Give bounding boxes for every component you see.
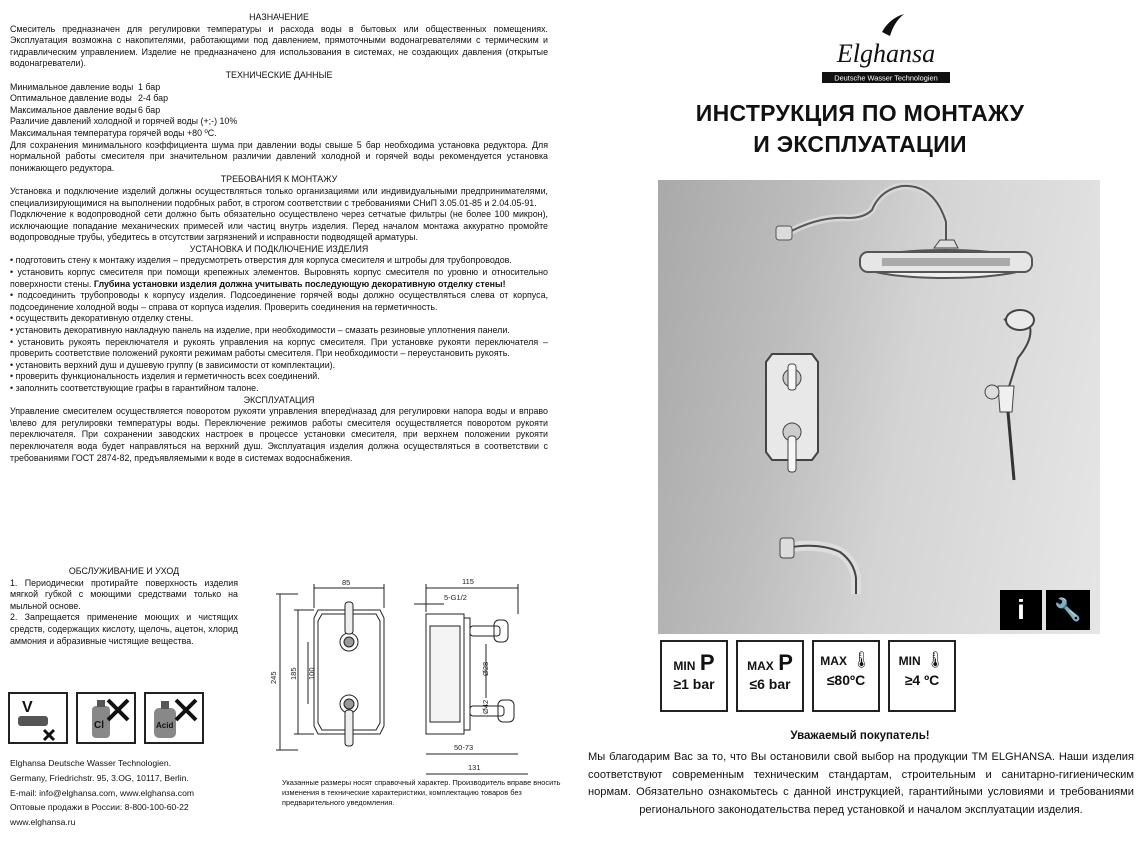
- usage-text: Управление смесителем осуществляется поворотом рукояти управления вперед\назад для регулировки напора воды и вправо \влево для регулировки температуры воды. Переключение режимов работы смесителя осуществляется поворотом рукояти переключателя. При сохранении заводских настроек в процессе установки смесителя, при верхнем положении рукояти переключателя вода будет направляться на верхний душ. Эксплуатация изделия должна осуществляться в соответствии с требованиями ГОСТ 2874-82, предъявляемыми к воде в системах водоснабжения.: [10, 406, 548, 463]
- spec-row: Оптимальное давление воды 2-4 бар: [10, 93, 169, 104]
- technical-drawing: [258, 574, 558, 784]
- thermometer-icon: 🌡: [925, 652, 946, 669]
- product-photo: [658, 180, 1100, 634]
- svg-text:50-73: 50-73: [454, 743, 474, 752]
- install-heading: УСТАНОВКА И ПОДКЛЮЧЕНИЕ ИЗДЕЛИЯ: [189, 243, 369, 254]
- website: www.elghansa.ru: [10, 817, 76, 828]
- svg-text:85: 85: [342, 578, 351, 587]
- drawing-note: Указанные размеры носят справочный характер. Производитель вправе вносить изменения в технические характеристики, комплектацию товаров без предварительного уведомления.: [282, 778, 561, 807]
- svg-text:Ø28: Ø28: [481, 661, 490, 676]
- svg-text:Ø42: Ø42: [481, 699, 490, 714]
- install-step: • установить корпус смесителя при помощи крепежных элементов. Выровнять корпус смесителя по уровню и относительно поверхности стены. Глубина установки изделия должна учитывать последующую декоративную отделку стены!: [10, 267, 548, 289]
- wrench-icon: 🔧: [1046, 590, 1090, 630]
- max-pressure-badge: MAX P ≤6 bar: [736, 640, 804, 712]
- spec-row: Различие давлений холодной и горячей воды (+;-) 10%: [10, 116, 238, 127]
- svg-text:Acid: Acid: [156, 721, 174, 730]
- address: Germany, Friedrichstr. 95, 3.OG, 10117, Berlin.: [10, 772, 189, 783]
- install-step: • установить рукоять переключателя и рукоять управления на корпус смесителя. При установке рукояти переключателя – проверить соответствие положений рукояти режимам работы смесителя. При необходимости – переустановить рукоять.: [10, 336, 548, 359]
- svg-text:V: V: [22, 699, 33, 716]
- tech-heading: ТЕХНИЧЕСКИЕ ДАННЫЕ: [225, 69, 333, 80]
- svg-text:Deutsche Wasser Technologien: Deutsche Wasser Technologien: [834, 73, 938, 83]
- install-step: • подготовить стену к монтажу изделия – предусмотреть отверстия для корпуса смесителя и штробы для трубопроводов.: [10, 255, 512, 266]
- install-step: • установить декоративную накладную панель на изделие, при необходимости – смазать резиновые уплотнения панели.: [10, 325, 510, 336]
- usage-heading: ЭКСПЛУАТАЦИЯ: [243, 394, 315, 405]
- purpose-text: Смеситель предназначен для регулировки температуры и расхода воды в бытовых или общественных помещениях. Эксплуатация возможна с накопителями, работающими под давлением, прямоточными водонагревателями с термическим и гидравлическим управлением. Изделие не предназначено для использования в системах, не создающих давления (открытые водонагреватели).: [10, 23, 548, 69]
- info-icon: i: [1000, 590, 1042, 630]
- svg-text:245: 245: [269, 671, 278, 684]
- acid-forbidden-icon: [144, 692, 204, 744]
- page-title: ИНСТРУКЦИЯ ПО МОНТАЖУ И ЭКСПЛУАТАЦИИ: [695, 100, 1025, 157]
- install-step: • заполнить соответствующие графы в гарантийном талоне.: [10, 383, 259, 393]
- svg-text:5-G1/2: 5-G1/2: [444, 593, 467, 602]
- phone: Оптовые продажи в России: 8-800-100-60-22: [10, 802, 189, 813]
- care-item: 1. Периодически протирайте поверхность изделия мягкой губкой с моющими средствами только на мыльной основе.: [10, 577, 238, 611]
- mount-req-p2: Подключение к водопроводной сети должно быть обязательно осуществлено через сетчатые фильтры (не более 100 микрон), исключающие попадание механических примесей или частиц внутрь изделия. Перед началом монтажа аккуратно промойте водопроводные трубы, убедитесь в отсутствии загрязнений и исправности подводящей арматуры.: [10, 209, 548, 243]
- company-name: Elghansa Deutsche Wasser Technologien.: [10, 758, 171, 768]
- care-icons: [8, 692, 204, 744]
- spec-badges: [660, 640, 1100, 718]
- email: E-mail: info@elghansa.com, www.elghansa.com: [10, 787, 195, 798]
- spec-row: Минимальное давление воды 1 бар: [10, 81, 161, 92]
- install-step: • осуществить декоративную отделку стены.: [10, 313, 194, 324]
- text-column: [10, 12, 548, 464]
- sponge-icon: [8, 692, 68, 744]
- install-step: • проверить функциональность изделия и герметичность всех соединений.: [10, 371, 320, 382]
- max-temperature-badge: MAX 🌡 ≤80ºC: [812, 640, 880, 712]
- svg-text:100: 100: [307, 667, 316, 680]
- spec-row: Максимальная температура горячей воды +80 ºС.: [10, 127, 217, 138]
- care-item: 2. Запрещается применение моющих и чистящих средств, содержащих кислоту, щелочь, ацетон, хлорид аммония и абразивные чистящие вещества.: [10, 612, 238, 646]
- svg-text:185: 185: [289, 667, 298, 680]
- chlorine-forbidden-icon: [76, 692, 136, 744]
- tech-note: Для сохранения минимального коэффициента шума при давлении воды свыше 5 бар необходима установка редуктора. Для нормальной работы смесителя при значительном различии давлений холодной и горячей воды рекомендуется установка понижающего редуктора.: [10, 139, 548, 173]
- install-step: • установить верхний душ и душевую группу (в зависимости от комплектации).: [10, 359, 336, 370]
- care-section: [10, 566, 238, 647]
- svg-text:Elghansa: Elghansa: [836, 39, 936, 68]
- right-page: [580, 0, 1140, 844]
- greeting-text: Мы благодарим Вас за то, что Вы остановили свой выбор на продукции ТМ ELGHANSA. Наши изделия соответствуют современным техническим стандартам, строительным и санитарно-гигиеническим нормам. Обязательно ознакомьтесь с данной инструкцией, гарантийными условиями и требованиями регионального законодательства перед установкой и началом эксплуатации изделия.: [588, 751, 1134, 816]
- mount-req-p1: Установка и подключение изделий должны осуществляться только организациями или индивидуальными предпринимателями, специализирующимися на выполнении подобных работ, в строгом соответствии с требованиями СНиП 3.05.01-85 и 2.04.05-91.: [10, 185, 548, 208]
- care-heading: ОБСЛУЖИВАНИЕ И УХОД: [68, 566, 180, 576]
- svg-text:Cl: Cl: [94, 720, 104, 731]
- contacts: [10, 756, 250, 830]
- svg-text:115: 115: [462, 577, 474, 586]
- purpose-heading: НАЗНАЧЕНИЕ: [249, 12, 309, 22]
- min-pressure-badge: MIN P ≥1 bar: [660, 640, 728, 712]
- min-temperature-badge: MIN 🌡 ≥4 ºC: [888, 640, 956, 712]
- spec-row: Максимальное давление воды6 бар: [10, 104, 161, 115]
- greeting-heading: Уважаемый покупатель!: [790, 730, 930, 742]
- brand-logo: [816, 10, 956, 90]
- mount-req-heading: ТРЕБОВАНИЯ К МОНТАЖУ: [220, 174, 338, 185]
- thermometer-icon: 🌡: [851, 652, 872, 669]
- svg-text:131: 131: [468, 763, 481, 772]
- install-step: • подсоединить трубопроводы к корпусу изделия. Подсоединение горячей воды должно осуществляться слева от корпуса, подсоединение холодной воды – справа от корпуса изделия. Проверить соединения на герметичность.: [10, 290, 548, 312]
